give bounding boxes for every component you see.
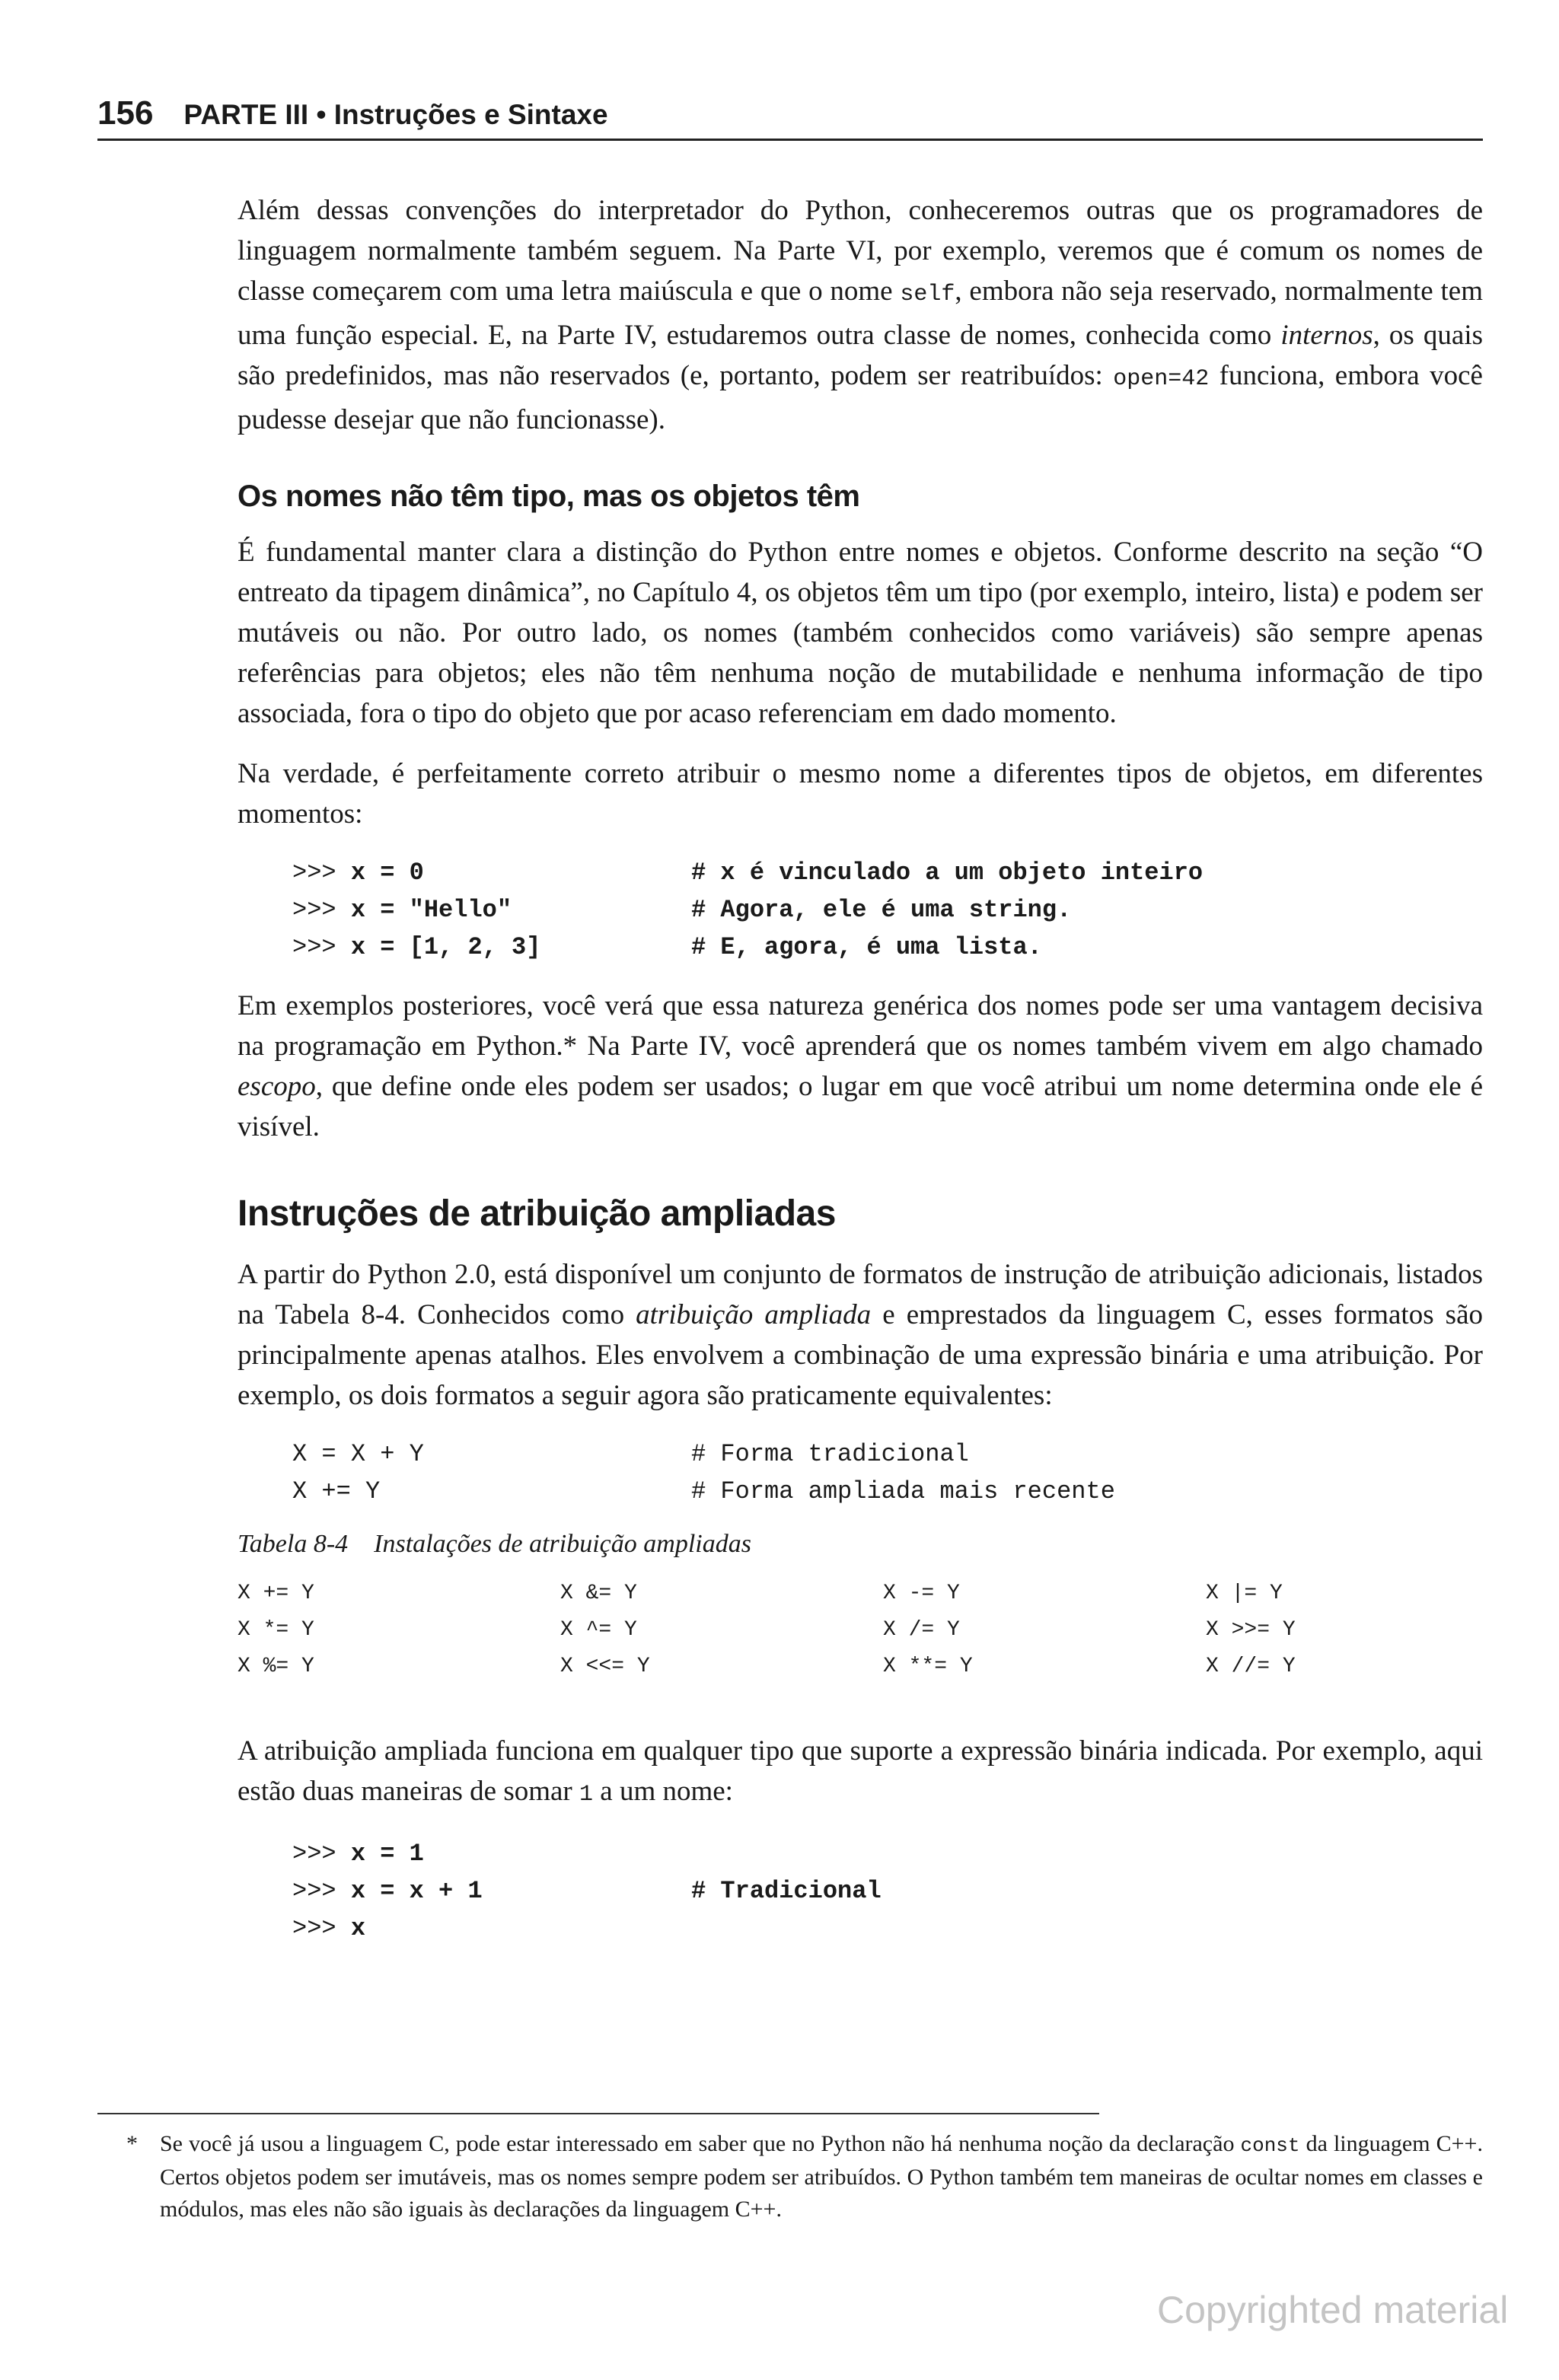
footnote-mark: * xyxy=(126,2131,138,2156)
table-cell: X >>= Y xyxy=(1206,1618,1296,1642)
footnote-rule xyxy=(97,2113,1099,2114)
code-line: >>> x = [1, 2, 3] # E, agora, é uma lista. xyxy=(292,933,1042,961)
inline-code-const: const xyxy=(1240,2134,1300,2157)
table-cell: X &= Y xyxy=(560,1582,637,1605)
code-block-add xyxy=(292,1835,1483,1947)
table-caption: Tabela 8-4 Instalações de atribuição ampliadas xyxy=(238,1530,751,1558)
inline-code-one: 1 xyxy=(579,1782,594,1808)
section-heading-augmented: Instruções de atribuição ampliadas xyxy=(238,1193,836,1234)
code-line: >>> x = x + 1 # Tradicional xyxy=(292,1877,882,1905)
watermark: Copyrighted material xyxy=(1157,2289,1509,2331)
table-cell: X %= Y xyxy=(238,1655,314,1678)
table-cell: X ^= Y xyxy=(560,1618,637,1642)
code-block-forms xyxy=(292,1435,1483,1510)
table-cell: X /= Y xyxy=(883,1618,960,1642)
table-cell: X -= Y xyxy=(883,1582,960,1605)
inline-code-open: open=42 xyxy=(1113,366,1210,392)
code-line: >>> x = 0 # x é vinculado a um objeto inteiro xyxy=(292,859,1204,887)
term-escopo: escopo xyxy=(238,1071,316,1102)
running-title: PARTE III • Instruções e Sintaxe xyxy=(183,99,608,130)
code-block-types xyxy=(292,854,1483,966)
paragraph-augmented: A partir do Python 2.0, está disponível um conjunto de formatos de instrução de atribuição adicionais, listados na Tabela 8-4. Conhecidos como atribuição ampliada e emprestados da linguagem C, esses formatos são principalmente apenas atalhos. Eles envolvem a combinação de uma expressão binária e uma atribuição. Por exemplo, os dois formatos a seguir agora são praticamente equivalentes: xyxy=(238,1259,1483,1411)
code-line: X = X + Y # Forma tradicional xyxy=(292,1440,969,1468)
table-cell: X += Y xyxy=(238,1582,314,1605)
page-body xyxy=(238,190,1483,1967)
code-line: >>> x xyxy=(292,1914,366,1942)
table-cell: X *= Y xyxy=(238,1618,314,1642)
table-cell: X **= Y xyxy=(883,1655,973,1678)
footnote xyxy=(126,2128,1483,2225)
table-cell: X //= Y xyxy=(1206,1655,1296,1678)
running-header xyxy=(97,94,1483,141)
table-cell: X |= Y xyxy=(1206,1582,1283,1605)
code-line: X += Y # Forma ampliada mais recente xyxy=(292,1477,1115,1505)
term-atribuicao-ampliada: atribuição ampliada xyxy=(636,1299,872,1330)
code-line: >>> x = 1 xyxy=(292,1840,424,1868)
code-line: >>> x = "Hello" # Agora, ele é uma string. xyxy=(292,896,1072,924)
paragraph-assign-types: Na verdade, é perfeitamente correto atribuir o mesmo nome a diferentes tipos de objetos, em diferentes momentos: xyxy=(238,758,1483,830)
section-heading-types: Os nomes não têm tipo, mas os objetos têm xyxy=(238,480,860,513)
footnote-text: Se você já usou a linguagem C, pode estar interessado em saber que no Python não há nenhuma noção da declaração const da linguagem C++. Certos objetos podem ser imutáveis, mas os nomes sempre podem ser atribuídos. O Python também tem maneiras de ocultar nomes em classes e módulos, mas eles não são iguais às declarações da linguagem C++. xyxy=(160,2131,1483,2222)
paragraph-conventions: Além dessas convenções do interpretador do Python, conheceremos outras que os programadores de linguagem normalmente também seguem. Na Parte VI, por exemplo, veremos que é comum os nomes de classe começarem com uma letra maiúscula e que o nome self, embora não seja reservado, normalmente tem uma função especial. E, na Parte IV, estudaremos outra classe de nomes, conhecida como internos, os quais são predefinidos, mas não reservados (e, portanto, podem ser reatribuídos: open=42 funciona, embora você pudesse desejar que não funcionasse). xyxy=(238,195,1483,435)
paragraph-scope: Em exemplos posteriores, você verá que essa natureza genérica dos nomes pode ser uma vantagem decisiva na programação em Python.* Na Parte IV, você aprenderá que os nomes também vivem em algo chamado escopo, que define onde eles podem ser usados; o lugar em que você atribui um nome determina onde ele é visível. xyxy=(238,990,1483,1142)
paragraph-add-one: A atribuição ampliada funciona em qualquer tipo que suporte a expressão binária indicada. Por exemplo, aqui estão duas maneiras de somar 1 a um nome: xyxy=(238,1735,1483,1808)
term-internos: internos xyxy=(1280,320,1373,351)
augmented-assignment-table xyxy=(238,1576,1483,1685)
inline-code-self: self xyxy=(900,282,955,307)
table-cell: X <<= Y xyxy=(560,1655,650,1678)
paragraph-names-objects: É fundamental manter clara a distinção do Python entre nomes e objetos. Conforme descrito na seção “O entreato da tipagem dinâmica”, no Capítulo 4, os objetos têm um tipo (por exemplo, inteiro, lista) e podem ser mutáveis ou não. Por outro lado, os nomes (também conhecidos como variáveis) são sempre apenas referências para objetos; eles não têm nenhuma noção de mutabilidade e nenhuma informação de tipo associada, fora o tipo do objeto que por acaso referenciam em dado momento. xyxy=(238,537,1483,729)
page-number: 156 xyxy=(97,94,154,132)
